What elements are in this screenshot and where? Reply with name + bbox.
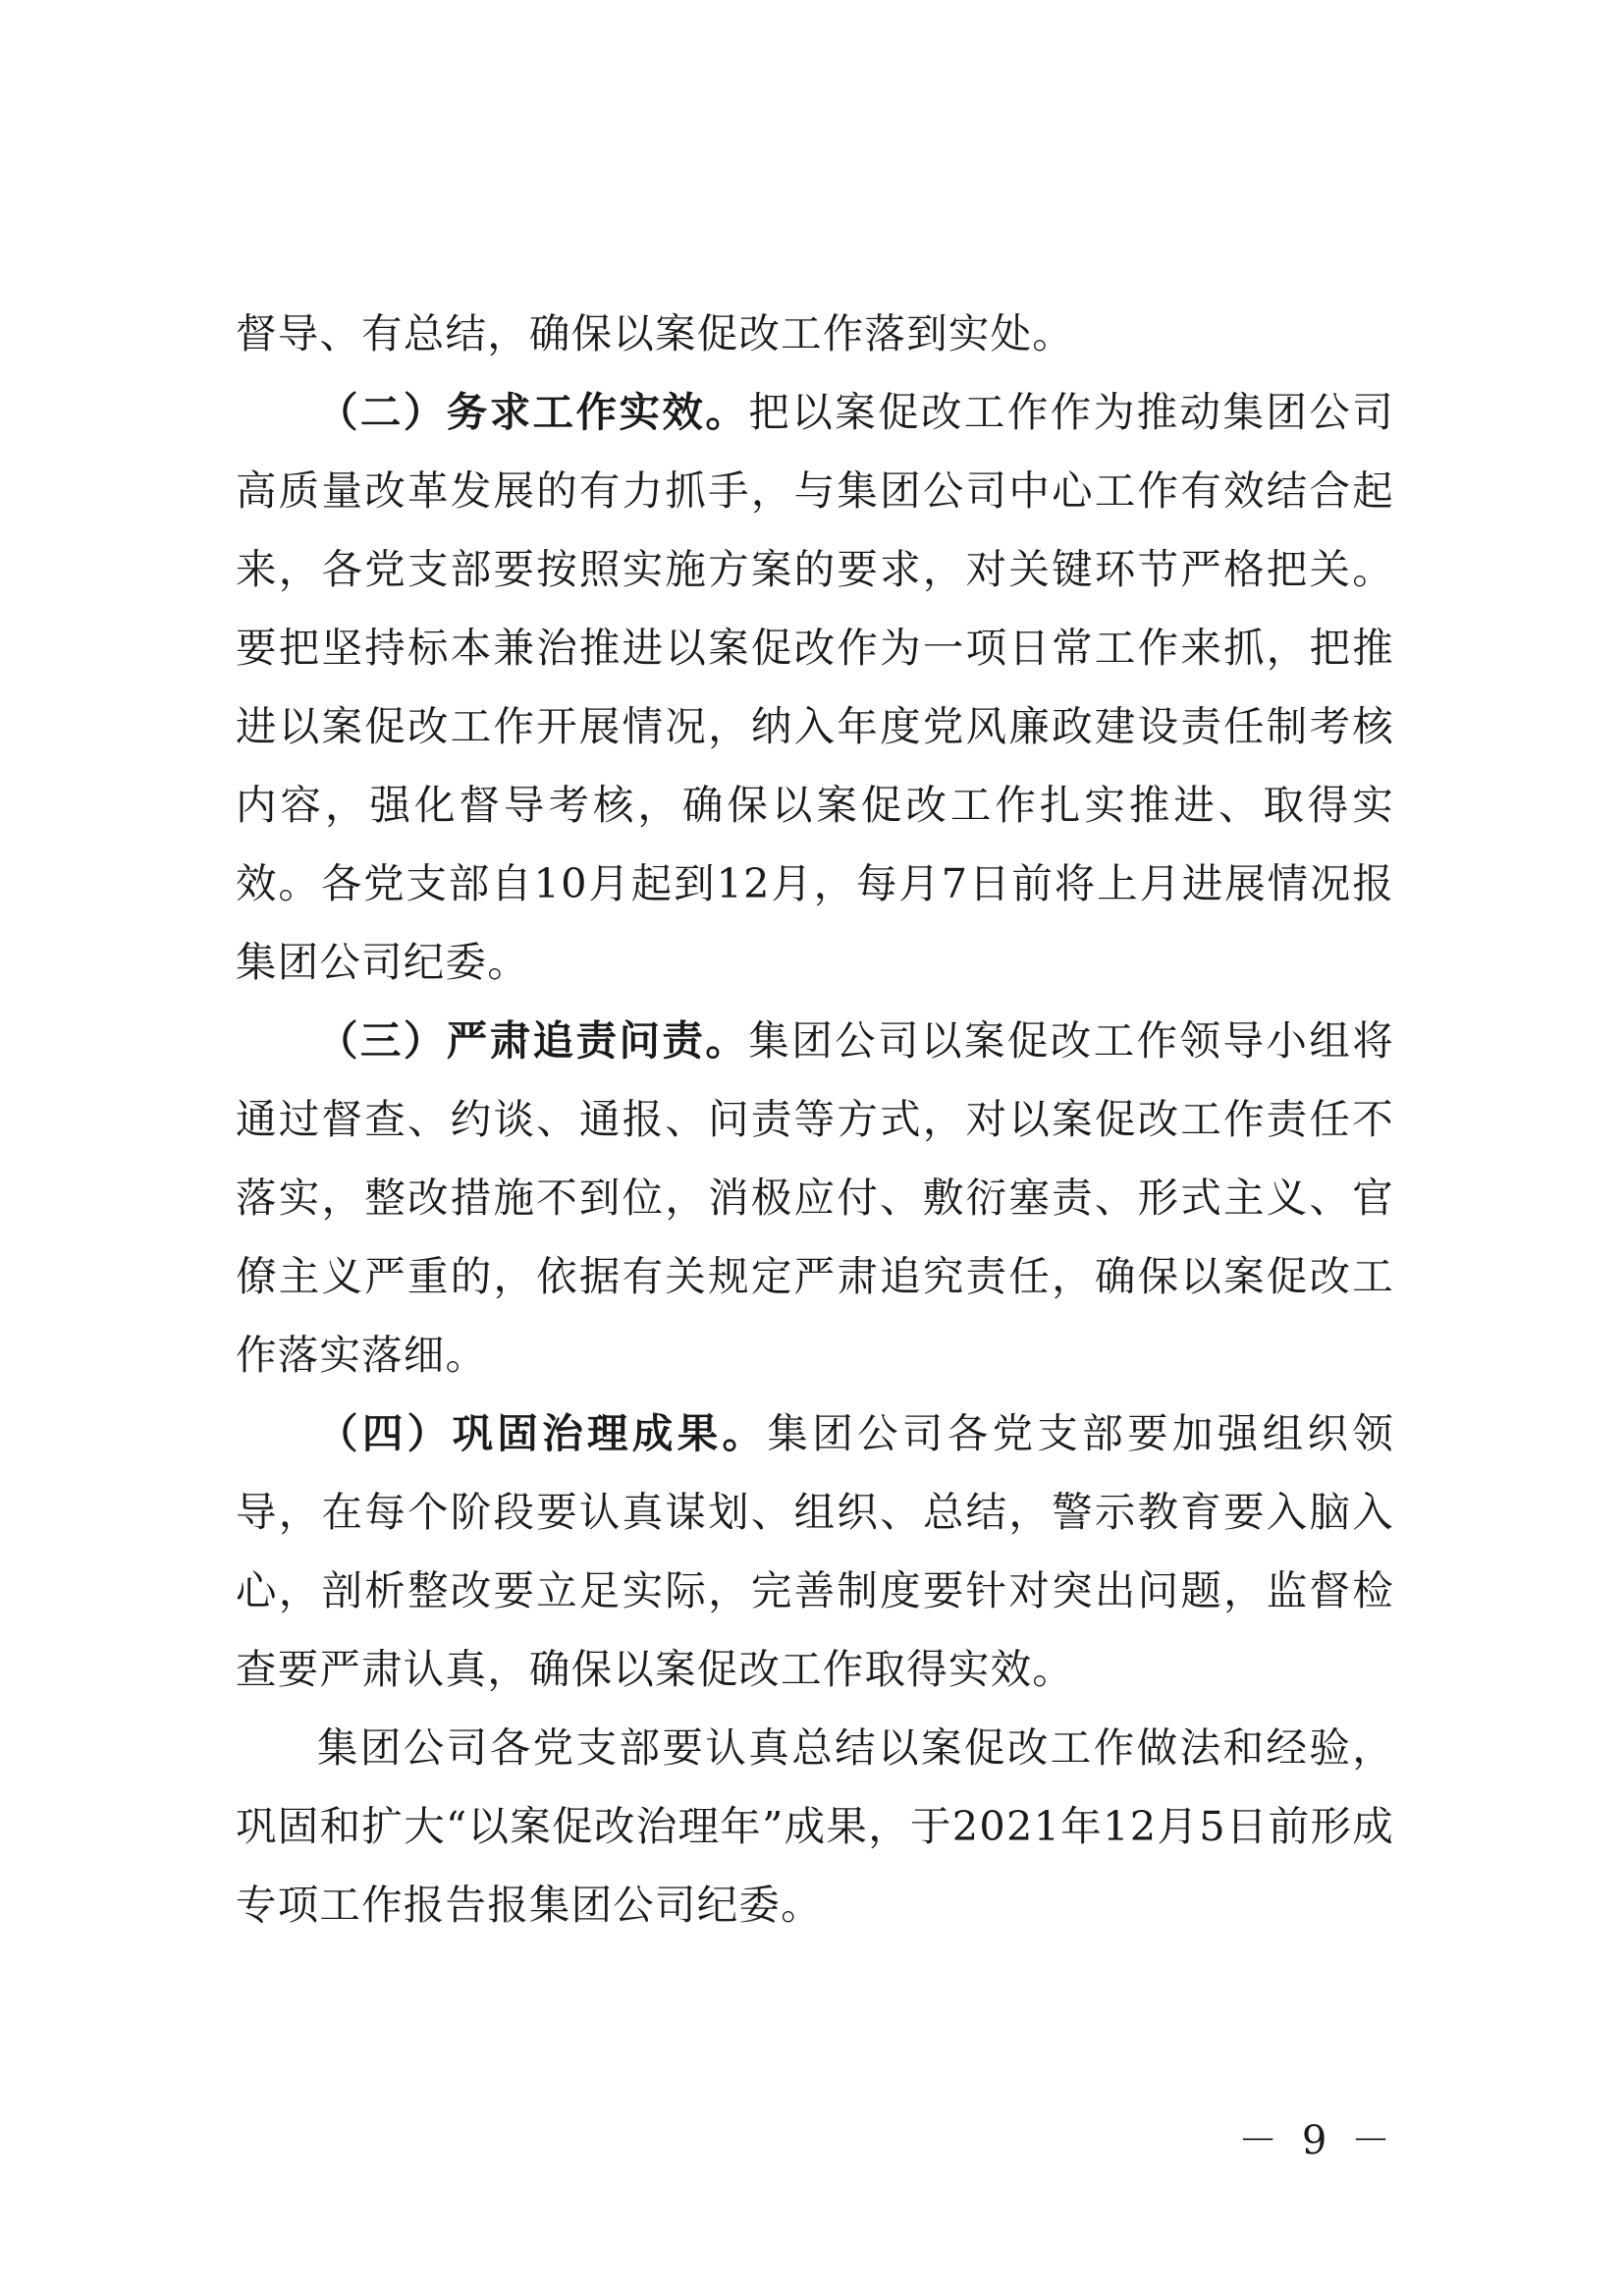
paragraph-4-text: 集团公司各党支部要加强组织领导，在每个阶段要认真谋划、组织、总结，警示教育要入脑入心，剖析整改要立足实际，完善制度要针对突出问题，监督检查要严肃认真，确保以案促改工作取得实效。 <box>236 1409 1394 1693</box>
paragraph-2-text: 把以案促改工作作为推动集团公司高质量改革发展的有力抓手，与集团公司中心工作有效结合起来，各党支部要按照实施方案的要求，对关键环节严格把关。要把坚持标本兼治推进以案促改作为一项日常工作来抓，把推进以案促改工作开展情况，纳入年度党风廉政建设责任制考核内容，强化督导考核，确保以案促改工作扎实推进、取得实效。各党支部自10月起到12月，每月7日前将上月进展情况报集团公司纪委。 <box>236 388 1394 986</box>
paragraph-3 <box>236 1002 1394 1394</box>
section-heading-3: （三）严肃追责问责。 <box>317 1016 749 1065</box>
section-heading-2: （二）务求工作实效。 <box>317 388 749 436</box>
section-heading-4: （四）巩固治理成果。 <box>317 1409 768 1457</box>
paragraph-4 <box>236 1394 1394 1709</box>
paragraph-2 <box>236 373 1394 1002</box>
paragraph-1 <box>236 295 1394 373</box>
page-number: － 9 － <box>1238 2118 1396 2163</box>
paragraph-5 <box>236 1709 1394 1944</box>
paragraph-3-text: 集团公司以案促改工作领导小组将通过督查、约谈、通报、问责等方式，对以案促改工作责任不落实，整改措施不到位，消极应付、敷衍塞责、形式主义、官僚主义严重的，依据有关规定严肃追究责任，确保以案促改工作落实落细。 <box>236 1016 1394 1379</box>
paragraph-1-text: 督导、有总结，确保以案促改工作落到实处。 <box>236 309 1075 357</box>
document-body <box>236 295 1394 1944</box>
paragraph-5-text: 集团公司各党支部要认真总结以案促改工作做法和经验，巩固和扩大“以案促改治理年”成果，于2021年12月5日前形成专项工作报告报集团公司纪委。 <box>236 1723 1394 1929</box>
